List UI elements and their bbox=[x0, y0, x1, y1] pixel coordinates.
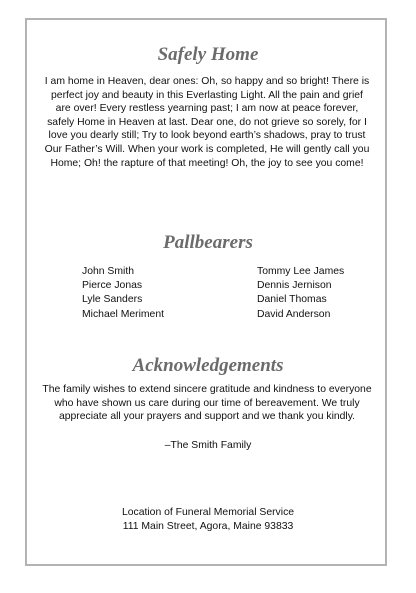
safely-home-poem: I am home in Heaven, dear ones: Oh, so happy and so bright! There is perfect joy and beauty in this Everlasting Light. All the pain and grief are over! Every restless yearning past; I am now at peace forever, safely Home in Heaven at last. Dear one, do not grieve so sorely, for I love you dearly still; Try to look beyond earth’s shadows, pray to trust Our Father’s Will. When your work is completed, He will gently call you Home; Oh! the rapture of that meeting! Oh, the joy to see you come! bbox=[44, 76, 370, 169]
acknowledgements-title: Acknowledgements bbox=[132, 355, 284, 376]
pallbearer-name: Tommy Lee James bbox=[257, 266, 345, 277]
acknowledgements-signature: –The Smith Family bbox=[164, 440, 252, 451]
pallbearers-left-column bbox=[82, 265, 164, 322]
pallbearer-name: Lyle Sanders bbox=[82, 294, 143, 306]
pallbearers-title: Pallbearers bbox=[163, 232, 253, 253]
location-label: Location of Funeral Memorial Service bbox=[121, 507, 295, 518]
acknowledgements-text: The family wishes to extend sincere gratitude and kindness to everyone who have shown us care during our time of bereavement. We truly appreciate all your prayers and support and we thank you kindly. bbox=[42, 384, 372, 423]
pallbearer-name: Michael Meriment bbox=[82, 308, 164, 320]
pallbearer-name: John Smith bbox=[82, 266, 134, 277]
location-address: 111 Main Street, Agora, Maine 93833 bbox=[122, 521, 294, 532]
pallbearer-name: Daniel Thomas bbox=[257, 294, 327, 306]
pallbearer-name: David Anderson bbox=[257, 308, 331, 320]
pallbearer-name: Pierce Jonas bbox=[82, 280, 143, 292]
safely-home-title: Safely Home bbox=[157, 44, 259, 65]
pallbearer-name: Dennis Jernison bbox=[257, 280, 332, 292]
pallbearers-right-column bbox=[257, 265, 344, 322]
